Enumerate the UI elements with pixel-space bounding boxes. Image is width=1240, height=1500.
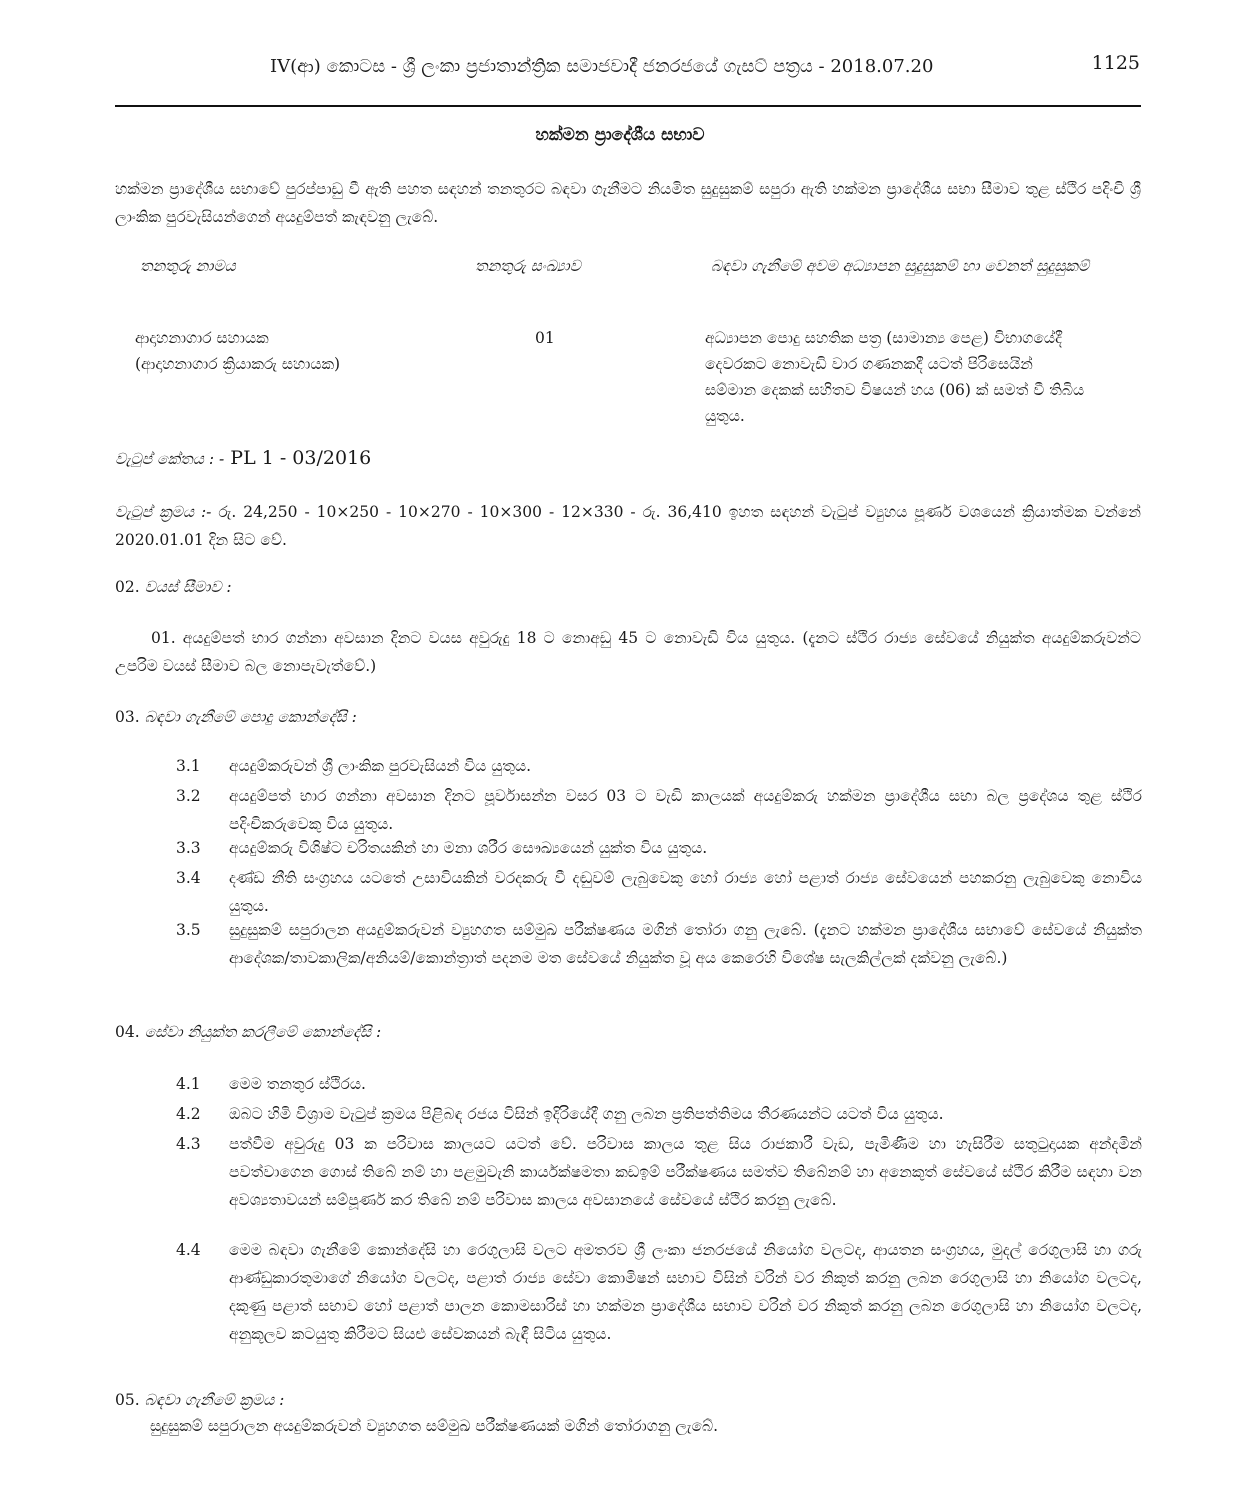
page-title: හක්මන ප්‍රාදේශීය සභාව [535,125,705,145]
item-text: ඔබට හිමි විශ්‍රාම වැටුප් ක්‍රමය පිළිබඳ රජය විසින් ඉදිරියේදී ගනු ලබන ප්‍රතිපත්තිමය තීරණයන්ට යටත් විය යුතුය. [229,1105,944,1123]
item-text: මෙම බඳවා ගැනීමේ කොන්දේසි හා රෙගුලාසි වලට අමතරව ශ්‍රී ලංකා ජනරජයේ නියෝග වලටද, ආයතන සංග්‍රහය, මුදල් රෙගුලාසි හා ගරු ආණ්ඩුකාරතුමාගේ නියෝග වලටද, පළාත් රාජ්‍ය සේවා කොමිෂන් සභාව විසින් වරින් වර නිකුත් කරනු ලබන රෙගුලාසි හා නියෝග වලටද, දකුණු පළාත් සභාව හෝ පළාත් පාලන කොමසාරිස් හා හක්මන ප්‍රාදේශීය සභාව වරින් වර නිකුත් කරනු ලබන රෙගුලාසි හා නියෝග වලටද, අනුකූලව කටයුතු කිරීමට සියළු සේවකයන් බැඳී සිටිය යුතුය. [229,1241,1142,1343]
section-04-number: 04. [115,1023,140,1041]
section-04-heading [115,1018,381,1046]
salary-code [115,447,371,469]
section-04-label: සේවා නියුක්ත කරලීමේ කොන්දේසි : [144,1023,382,1041]
section-03-heading [115,703,357,731]
item-text: පත්වීම අවුරුදු 03 ක පරිවාස කාලයට යටත් වේ. පරිවාස කාලය තුළ සිය රාජකාරී වැඩ, පැමිණීම හා හැසිරීම සතුටුදායක අන්දමින් පවත්වාගෙන ගොස් තිබේ නම් හා පළමුවැනි කාර්යක්ෂමතා කඩඉම් පරීක්ෂණය සමත්ව තිබේනම් හා අනෙකුත් සේවයේ ස්ථිර කිරීම සඳහා වන අවශ්‍යතාවයන් සම්පූර්ණ කර තිබේ නම් පරිවාස කාලය අවසානයේ සේවයේ ස්ථිර කරනු ලැබේ. [229,1135,1142,1209]
section-02-label: වයස් සීමාව : [144,578,232,596]
gazette-header: IV(ආ) කොටස - ශ්‍රී ලංකා ප්‍රජාතාන්ත්‍රික සමාජවාදී ජනරජයේ ගැසට් පත්‍රය - 2018.07.20 [270,56,934,77]
header-divider [115,105,1141,107]
salary-scale [115,498,1141,554]
table-cell-post-name [135,325,465,377]
selection-method-text: සුදුසුකම් සපුරාලන අයදුම්කරුවන් ව්‍යුහගත සම්මුඛ පරීක්ෂණයක් මගින් තෝරාගනු ලැබේ. [150,1417,719,1435]
item-number: 4.3 [176,1135,201,1153]
page-number: 1125 [1091,52,1140,74]
section-05-label: බඳවා ගැනීමේ ක්‍රමය : [144,1391,285,1409]
table-header-qualifications: බඳවා ගැනීමේ අවම අධ්‍යාපන සුදුසුකම් හා වෙනත් සුදුසුකම් [710,257,1090,275]
section-03-label: බඳවා ගැනීමේ පොදු කොන්දේසි : [144,708,357,726]
item-text: මෙම තනතුර ස්ථිරය. [229,1075,366,1093]
table-header-post-count: තනතුරු සංඛ්‍යාව [475,257,581,275]
item-number: 3.1 [176,757,201,775]
section-02-heading [115,573,232,601]
section-03-number: 03. [115,708,140,726]
salary-code-label: වැටුප් කේතය : - [115,450,225,468]
table-cell-post-count: 01 [535,329,555,347]
item-number: 4.1 [176,1075,201,1093]
item-text: සුදුසුකම් සපුරාලන අයදුම්කරුවන් ව්‍යුහගත සම්මුඛ පරීක්ෂණය මගින් තෝරා ගනු ලැබේ. (දැනට හක්මන ප්‍රාදේශීය සභාවේ සේවයේ නියුක්ත ආදේශක/තාවකාලික/අනියම්/කොන්ත්‍රාත් පදනම මත සේවයේ නියුක්ත වූ අය කෙරෙහි විශේෂ සැලකිල්ලක් දක්වනු ලැබේ.) [229,921,1142,967]
table-header-post-name: තනතුරු නාමය [140,257,236,275]
item-text: දණ්ඩ නීති සංග්‍රහය යටතේ උසාවියකින් වරදකරු වී දඬුවම් ලැබුවෙකු හෝ රාජ්‍ය හෝ පළාත් රාජ්‍ය සේවයෙන් පහකරනු ලැබුවෙකු නොවිය යුතුය. [229,869,1142,915]
section-05-number: 05. [115,1391,140,1409]
item-text: අයදුම්කරුවන් ශ්‍රී ලාංකික පුරවැසියන් විය යුතුය. [229,757,532,775]
intro-paragraph: හක්මන ප්‍රාදේශීය සභාවේ පුරප්පාඩු වී ඇති පහත සඳහන් තනතුරට බඳවා ගැනීමට නියමිත සුදුසුකම් සපුරා ඇති හක්මන ප්‍රාදේශීය සභා සීමාව තුළ ස්ථිර පදිංචි ශ්‍රී ලාංකික පුරවැසියන්ගෙන් අයදුම්පත් කැඳවනු ලැබේ. [115,180,1141,226]
section-05-heading [115,1386,284,1414]
salary-scale-text: රු. 24,250 - 10×250 - 10×270 - 10×300 - 12×330 - රු. 36,410 ඉහත සඳහන් වැටුප් ව්‍යුහය පූර්ණ වශයෙන් ක්‍රියාත්මක වන්නේ 2020.01.01 දින සිට වේ. [115,503,1141,549]
item-number: 3.4 [176,869,201,887]
item-number: 3.5 [176,921,201,939]
post-name-line1: ආදාහනාගාර සහායක [135,329,269,347]
item-text: අයදුම්කරු විශිෂ්ට චරිතයකින් හා මනා ශරීර සෞඛ්‍යයෙන් යුක්ත විය යුතුය. [229,839,708,857]
item-number: 4.2 [176,1105,201,1123]
table-cell-qualification: අධ්‍යාපන පොදු සහතික පත්‍ර (සාමාන්‍ය පෙළ) විභාගයේදී දෙවරකට නොවැඩි වාර ගණනකදී යටත් පිරිසෙයින් සම්මාන දෙකක් සහිතව විෂයන් හය (06) ක් සමත් වී තිබිය යුතුය. [705,329,1085,425]
post-name-line2: (ආදාහනාගාර ක්‍රියාකරු සහායක) [135,355,341,373]
item-number: 4.4 [176,1241,201,1259]
salary-scale-label: වැටුප් ක්‍රමය :- [115,503,212,521]
salary-code-value: PL 1 - 03/2016 [230,447,372,469]
item-text: අයදුම්පත් භාර ගන්නා අවසාන දිනට පූර්වාසන්න වසර 03 ට වැඩි කාලයක් අයදුම්කරු හක්මන ප්‍රාදේශීය සභා බල ප්‍රදේශය තුළ ස්ථිර පදිංචිකරුවෙකු විය යුතුය. [229,787,1142,833]
section-02-number: 02. [115,578,140,596]
age-limit-text: 01. අයදුම්පත් භාර ගන්නා අවසාන දිනට වයස අවුරුදු 18 ට නොඅඩු 45 ට නොවැඩි විය යුතුය. (දැනට ස්ථිර රාජ්‍ය සේවයේ නියුක්ත අයදුම්කරුවන්ට උපරිම වයස් සීමාව බල නොපැවැත්වේ.) [115,629,1141,675]
item-number: 3.2 [176,787,201,805]
item-number: 3.3 [176,839,201,857]
